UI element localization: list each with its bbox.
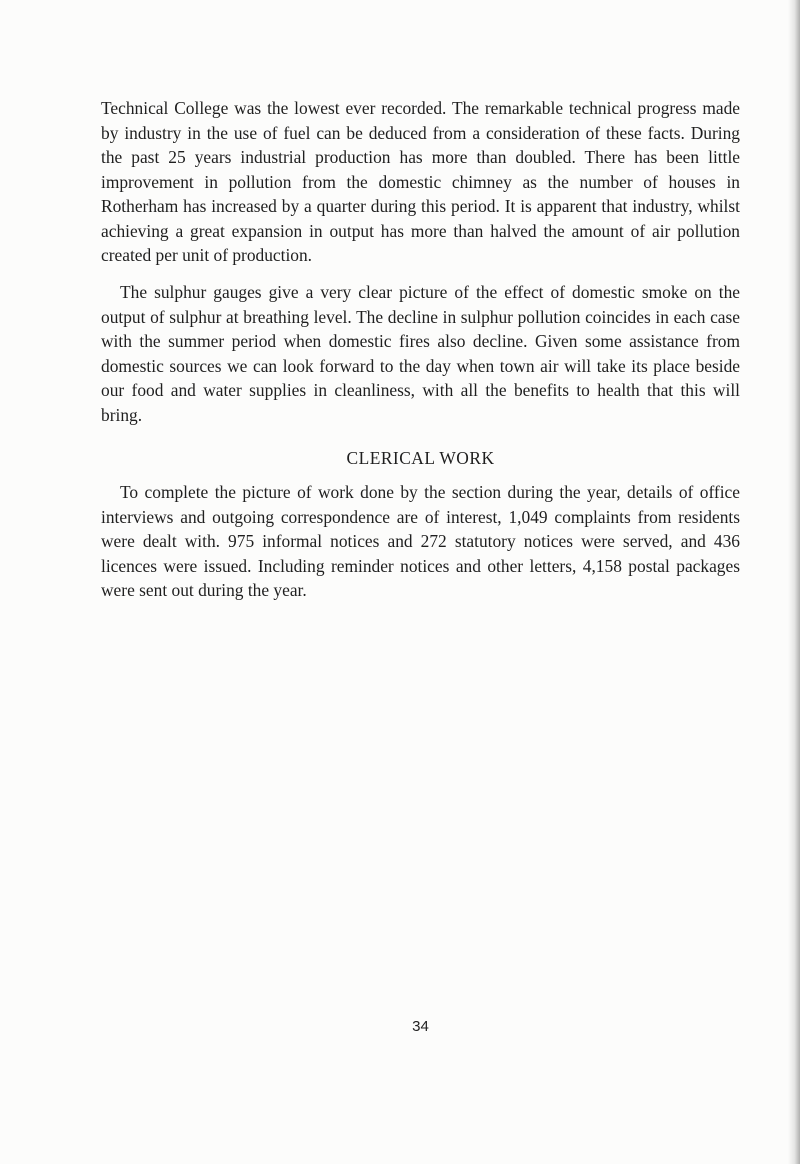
page-number: 34 [412,1018,429,1035]
section-heading-clerical-work: CLERICAL WORK [346,448,495,468]
paragraph-sulphur-gauges: The sulphur gauges give a very clear picture of the effect of domestic smoke on the output of sulphur at breathing level. The decline in sulphur pollution coincides in each case with the summer period when domestic fires also decline. Given some assistance from domestic sources we can look forward to the day when town air will take its place beside our food and water supplies in cleanliness, with all the benefits to health that this will bring. [101,282,740,425]
paragraph-clerical-work: To complete the picture of work done by the section during the year, details of office interviews and outgoing correspondence are of interest, 1,049 complaints from residents were dealt with. 975 informal notices and 272 statutory notices were served, and 436 licences were issued. Including reminder notices and other letters, 4,158 postal packages were sent out during the year. [101,482,740,600]
paragraph-pollution-progress: Technical College was the lowest ever recorded. The remarkable technical progress made by industry in the use of fuel can be deduced from a consideration of these facts. During the past 25 years industrial production has more than doubled. There has been little improvement in pollution from the domestic chimney as the number of houses in Rotherham has increased by a quarter during this period. It is apparent that industry, whilst achieving a great expansion in output has more than halved the amount of air pollution created per unit of production. [101,98,740,265]
page-edge-shadow [788,0,800,1164]
